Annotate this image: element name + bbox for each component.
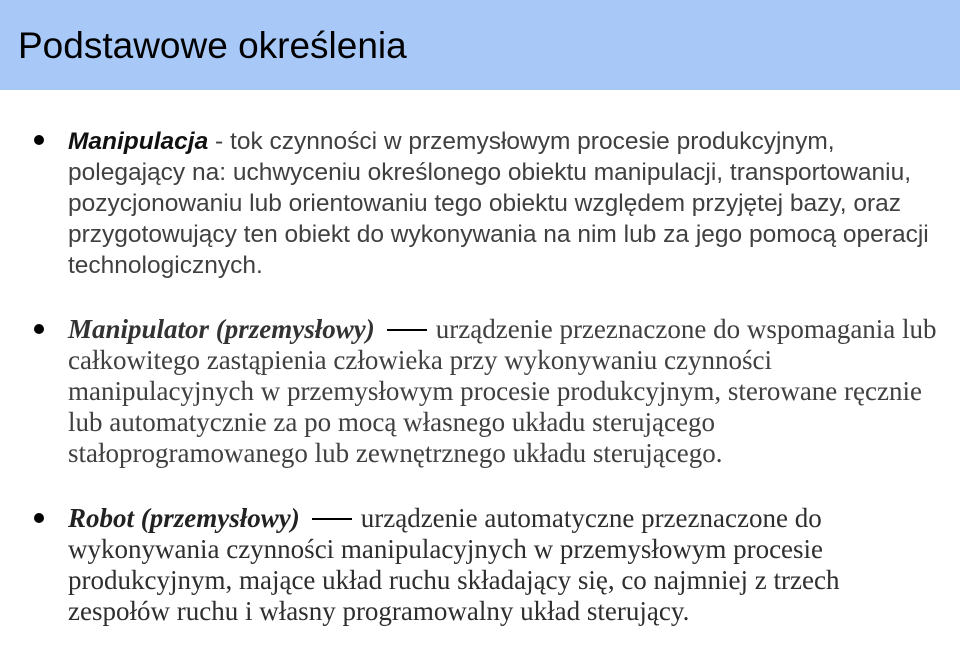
definition-text: urządzenie automatyczne przeznaczone do wykonywania czynności manipulacyjnych w przemysłowym procesie produkcyjnym, mające układ ruchu składający się, co najmniej z trzech zespołów ruchu i własny programowalny układ sterujący. [68,503,840,626]
definition-manipulacja [68,126,938,281]
definition-text: urządzenie przeznaczone do wspomagania lub całkowitego zastąpienia człowieka przy wykonywaniu czynności manipulacyjnych w przemysłowym procesie produkcyjnym, sterowane ręcznie lub automatycznie za po mocą własnego układu sterującego stałoprogramowanego lub zewnętrznego układu sterującego. [68,314,937,468]
definition-manipulator [68,314,938,469]
bullet-icon [34,135,44,145]
definition-term: Robot (przemysłowy) [68,503,300,533]
bullet-icon [34,324,44,334]
title-bar [0,0,960,90]
definition-term: Manipulacja [68,128,209,155]
em-dash [387,329,427,331]
definition-term: Manipulator (przemysłowy) [68,314,375,344]
bullet-icon [34,513,44,523]
slide-title: Podstawowe określenia [18,25,407,66]
em-dash [312,518,352,520]
definition-text: tok czynności w przemysłowym procesie produkcyjnym, polegający na: uchwyceniu określonego obiektu manipulacji, transportowaniu, pozycjonowaniu lub orientowaniu tego obiektu względem przyjętej bazy, oraz przygotowujący ten obiekt do wykonywania na nim lub za jego pomocą operacji technologicznych. [68,128,929,279]
definition-separator: - [208,128,231,155]
definition-robot [68,503,938,627]
